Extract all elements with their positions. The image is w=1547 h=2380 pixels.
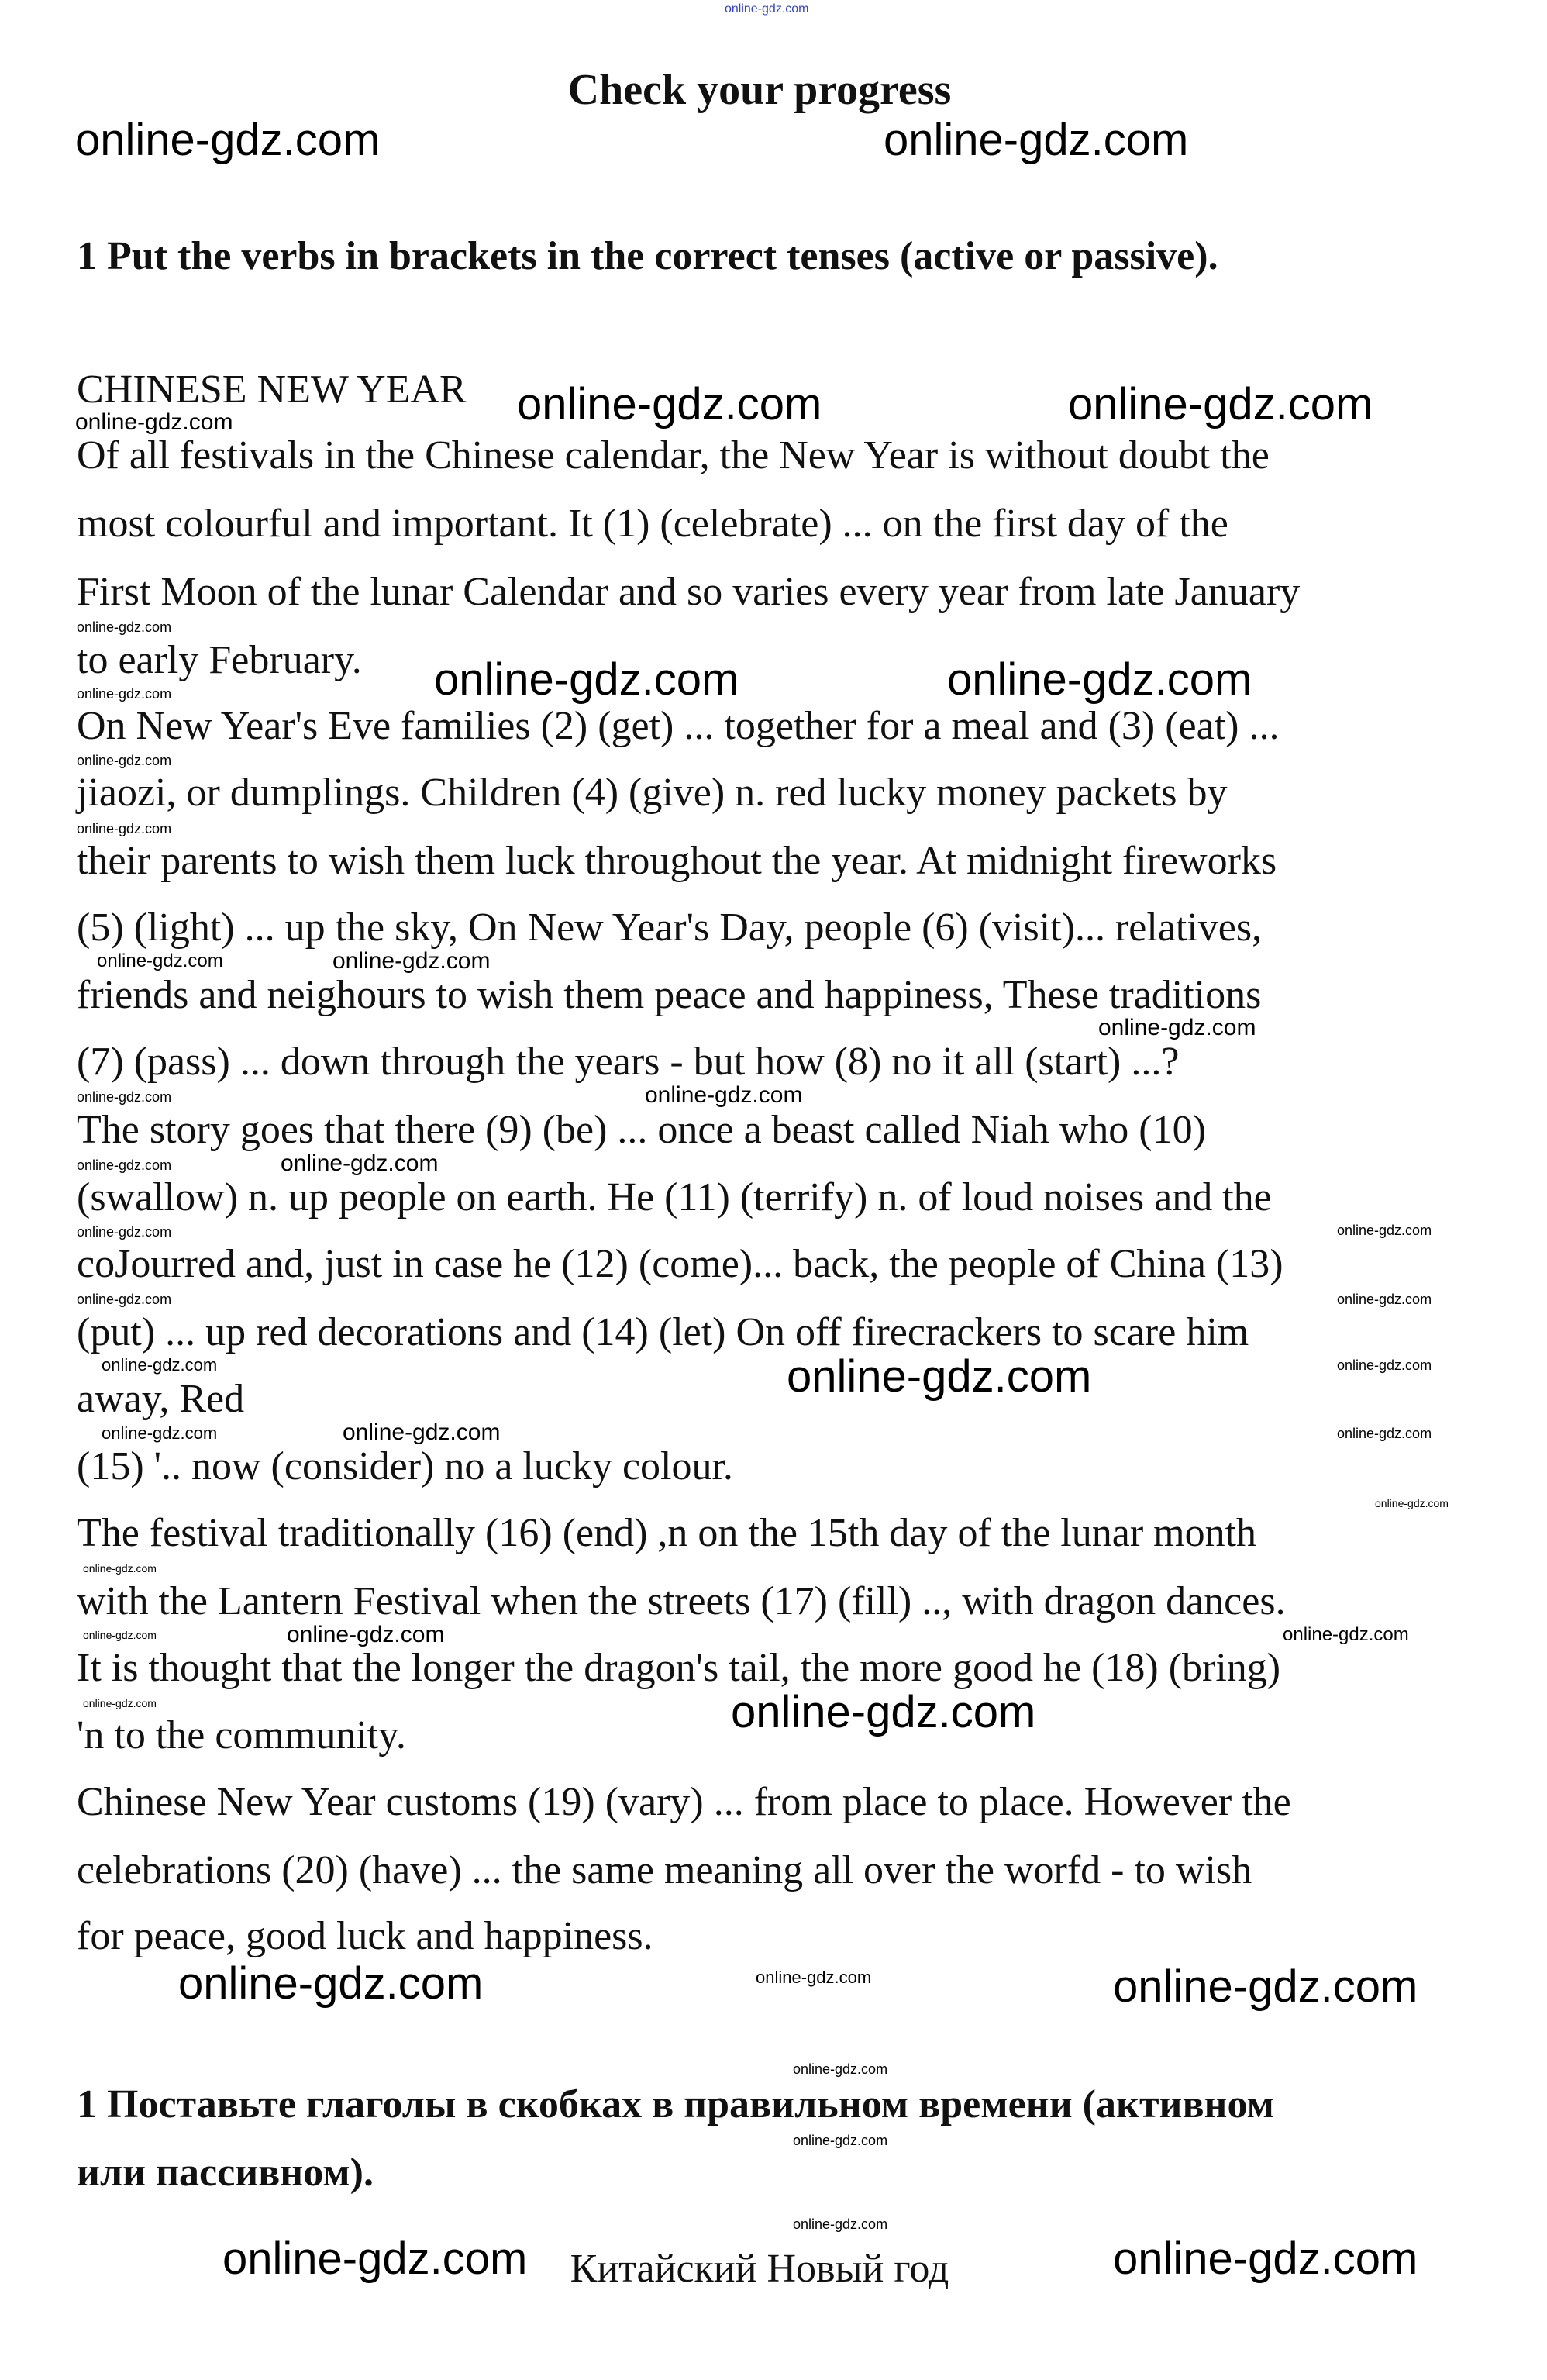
text-line: (7) (pass) ... down through the years - but how (8) no it all (start) ...? — [77, 1040, 1180, 1084]
text-line: On New Year's Eve families (2) (get) ... together for a meal and (3) (eat) ... — [77, 704, 1280, 748]
watermark: online-gdz.com — [83, 1697, 157, 1709]
ru-text-title: Китайский Новый год — [570, 2247, 949, 2291]
watermark: online-gdz.com — [434, 654, 739, 705]
text-line: (swallow) n. up people on earth. He (11) (terrify) n. of loud noises and the — [77, 1175, 1272, 1219]
watermark: online-gdz.com — [102, 1355, 218, 1375]
watermark: online-gdz.com — [787, 1351, 1092, 1402]
text-line: (put) ... up red decorations and (14) (let) On off firecrackers to scare him — [77, 1310, 1249, 1354]
text-line: jiaozi, or dumplings. Children (4) (give) n. red lucky money packets by — [77, 771, 1228, 815]
text-line: The story goes that there (9) (be) ... once a beast called Niah who (10) — [77, 1108, 1206, 1152]
text-line: coJourred and, just in case he (12) (come)... back, the people of China (13) — [77, 1242, 1283, 1286]
watermark: online-gdz.com — [97, 950, 223, 971]
watermark: online-gdz.com — [1337, 1426, 1432, 1441]
watermark: online-gdz.com — [1113, 1961, 1418, 2012]
watermark: online-gdz.com — [75, 409, 233, 435]
watermark: online-gdz.com — [793, 2216, 888, 2232]
watermark: online-gdz.com — [884, 115, 1189, 165]
watermark: online-gdz.com — [645, 1082, 803, 1108]
watermark: online-gdz.com — [343, 1419, 501, 1445]
text-line: First Moon of the lunar Calendar and so varies every year from late January — [77, 570, 1301, 614]
watermark: online-gdz.com — [77, 619, 172, 635]
text-line: to early February. — [77, 638, 362, 682]
text-line: Chinese New Year customs (19) (vary) ... from place to place. However the — [77, 1780, 1291, 1824]
text-line: Of all festivals in the Chinese calendar, the New Year is without doubt the — [77, 433, 1270, 478]
text-line: away, Red — [77, 1377, 245, 1421]
text-line: It is thought that the longer the dragon's tail, the more good he (18) (bring) — [77, 1646, 1281, 1690]
watermark: online-gdz.com — [77, 1089, 172, 1105]
watermark: online-gdz.com — [287, 1622, 445, 1647]
watermark: online-gdz.com — [725, 2, 809, 16]
watermark: online-gdz.com — [1337, 1223, 1432, 1238]
text-line: 'n to the community. — [77, 1713, 406, 1757]
watermark: online-gdz.com — [332, 948, 491, 974]
page-title: Check your progress — [567, 66, 952, 114]
watermark: online-gdz.com — [83, 1562, 157, 1575]
watermark: online-gdz.com — [75, 115, 381, 165]
ru-task-heading: 1 Поставьте глаголы в скобках в правильном времени (активном — [77, 2082, 1274, 2126]
watermark: online-gdz.com — [178, 1958, 484, 2009]
watermark: online-gdz.com — [102, 1423, 218, 1443]
watermark: online-gdz.com — [1068, 379, 1373, 429]
text-line: for peace, good luck and happiness. — [77, 1914, 653, 1958]
watermark: online-gdz.com — [77, 821, 172, 836]
watermark: online-gdz.com — [947, 654, 1252, 705]
text-line: friends and neighours to wish them peace and happiness, These traditions — [77, 973, 1262, 1017]
watermark: online-gdz.com — [77, 1292, 172, 1307]
watermark: online-gdz.com — [281, 1150, 439, 1176]
watermark: online-gdz.com — [793, 2061, 888, 2077]
watermark: online-gdz.com — [1113, 2233, 1418, 2284]
watermark: online-gdz.com — [1337, 1357, 1432, 1373]
watermark: online-gdz.com — [1098, 1015, 1256, 1040]
text-line: (15) '.. now (consider) no a lucky colour. — [77, 1444, 733, 1488]
text-line: their parents to wish them luck throughout the year. At midnight fireworks — [77, 839, 1277, 883]
watermark: online-gdz.com — [83, 1629, 157, 1641]
watermark: online-gdz.com — [731, 1687, 1036, 1737]
watermark: online-gdz.com — [77, 753, 172, 768]
text-line: most colourful and important. It (1) (celebrate) ... on the first day of the — [77, 502, 1228, 546]
text-title: CHINESE NEW YEAR — [77, 367, 467, 412]
watermark: online-gdz.com — [756, 1968, 872, 1987]
watermark: online-gdz.com — [793, 2133, 888, 2148]
watermark: online-gdz.com — [77, 686, 172, 702]
text-line: celebrations (20) (have) ... the same meaning all over the worfd - to wish — [77, 1848, 1252, 1892]
watermark: online-gdz.com — [1337, 1292, 1432, 1307]
watermark: online-gdz.com — [77, 1157, 172, 1173]
watermark: online-gdz.com — [1283, 1624, 1409, 1645]
task-heading: 1 Put the verbs in brackets in the correct tenses (active or passive). — [77, 234, 1218, 278]
text-line: (5) (light) ... up the sky, On New Year's Day, people (6) (visit)... relatives, — [77, 905, 1263, 950]
text-line: The festival traditionally (16) (end) ,n on the 15th day of the lunar month — [77, 1511, 1257, 1555]
ru-task-heading-cont: или пассивном). — [77, 2151, 374, 2195]
watermark: online-gdz.com — [1375, 1497, 1449, 1509]
watermark: online-gdz.com — [222, 2233, 528, 2284]
watermark: online-gdz.com — [517, 379, 822, 429]
watermark: online-gdz.com — [77, 1224, 172, 1240]
text-line: with the Lantern Festival when the streets (17) (fill) .., with dragon dances. — [77, 1579, 1286, 1623]
